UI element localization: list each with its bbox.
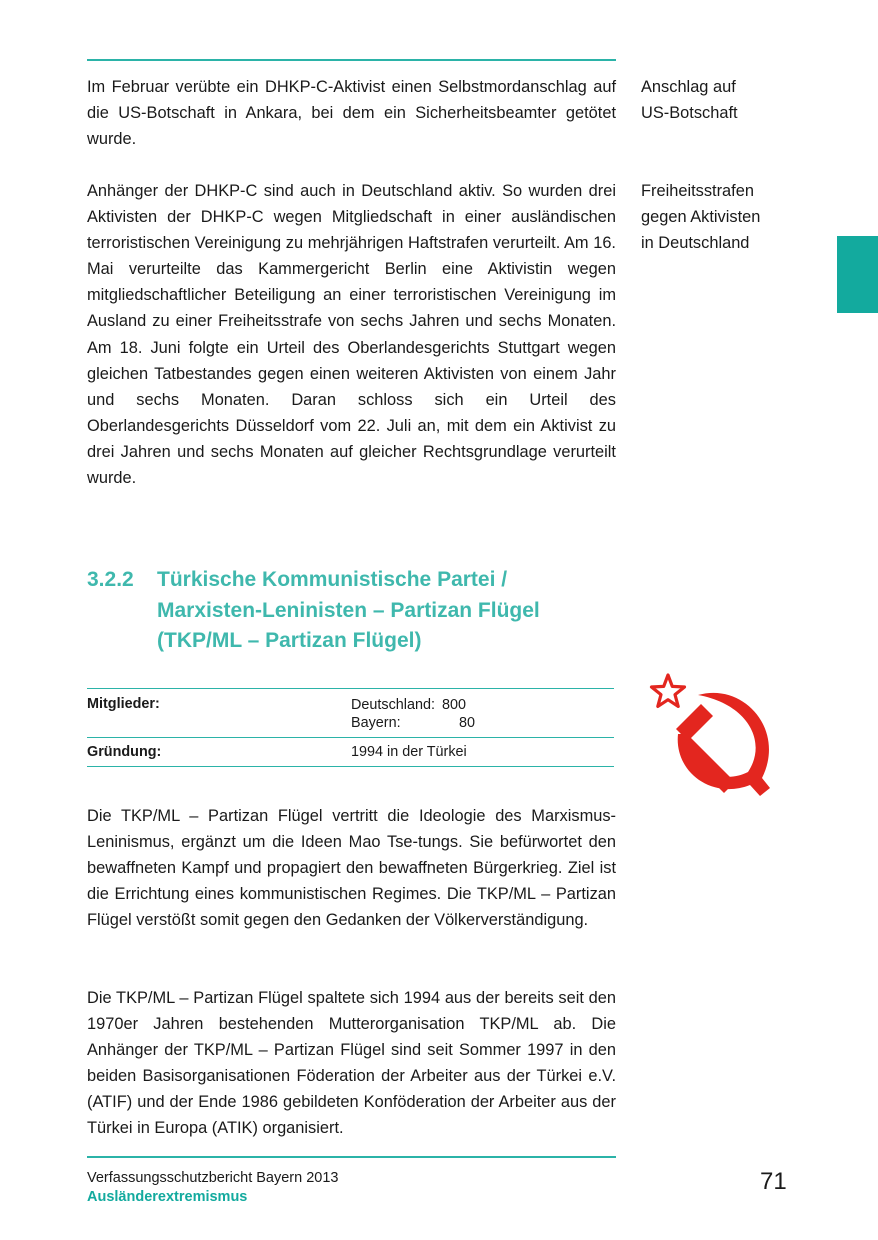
margin-note-sentences bbox=[641, 178, 791, 256]
footer-title: Verfassungsschutzbericht Bayern 2013 bbox=[87, 1170, 339, 1186]
members-bavaria-row bbox=[351, 714, 475, 732]
table-rule bbox=[87, 766, 614, 767]
section-title-line: Marxisten-Leninisten – Partizan Flügel bbox=[157, 598, 540, 622]
paragraph-suicide-attack: Im Februar verübte ein DHKP-C-Aktivist einen Selbstmordanschlag auf die US-Botschaft in Ankara, bei dem ein Sicherheitsbeamter getötet wurde. bbox=[87, 78, 616, 149]
margin-note-line: gegen Aktivisten bbox=[641, 208, 761, 227]
members-germany-row bbox=[351, 696, 475, 714]
page-number: 71 bbox=[760, 1168, 787, 1195]
section-number: 3.2.2 bbox=[87, 568, 134, 591]
margin-note-line: Freiheitsstrafen bbox=[641, 182, 754, 200]
margin-note-line: Anschlag auf bbox=[641, 78, 736, 96]
paragraph-ideology: Die TKP/ML – Partizan Flügel vertritt die Ideologie des Marxismus-Leninismus, ergänzt um die Ideen Mao Tse-tungs. Sie befürwortet den bewaffneten Kampf und propagiert den bewaffneten Bürgerkrieg. Ziel ist die Errichtung eines kommunistischen Regimes. Die TKP/ML – Partizan Flügel verstößt somit gegen den Gedanken der Völkerverständigung. bbox=[87, 807, 616, 930]
top-rule bbox=[87, 59, 616, 61]
footer-subtitle: Ausländerextremismus bbox=[87, 1189, 248, 1205]
margin-note-line: US-Botschaft bbox=[641, 104, 738, 123]
info-table bbox=[87, 688, 614, 767]
section-title bbox=[157, 565, 617, 657]
table-row-founding bbox=[87, 738, 614, 766]
members-values bbox=[351, 696, 475, 732]
members-germany-value: 800 bbox=[441, 697, 466, 713]
paragraph-prison-sentences: Anhänger der DHKP-C sind auch in Deutschland aktiv. So wurden drei Aktivisten der DHKP-C wegen Mitgliedschaft in einer ausländischen terroristischen Vereinigung zu mehrjährigen Haftstrafen verurteilt. Am 16. Mai verurteilte das Kammergericht Berlin eine Aktivistin wegen mitgliedschaftlicher Beteiligung an einer terroristischen Vereinigung im Ausland zu einer Freiheitsstrafe von sechs Jahren und sechs Monaten. Am 18. Juni folgte ein Urteil des Oberlandesgerichts Stuttgart wegen gleichen Tatbestandes gegen einen weiteren Aktivisten von einem Jahr und sechs Monaten. Daran schloss sich ein Urteil des Oberlandesgerichts Düsseldorf vom 22. Juli an, mit dem ein Aktivist zu drei Jahren und sechs Monaten auf gleicher Rechtsgrundlage verurteilt wurde. bbox=[87, 182, 616, 488]
chapter-tab-marker bbox=[837, 236, 878, 313]
members-bavaria-label: Bayern: bbox=[351, 715, 401, 731]
section-title-line: (TKP/ML – Partizan Flügel) bbox=[157, 629, 422, 652]
section-title-line: Türkische Kommunistische Partei / bbox=[157, 568, 508, 591]
footer-rule bbox=[87, 1156, 616, 1158]
members-bavaria-value: 80 bbox=[458, 715, 475, 731]
margin-note-line: in Deutschland bbox=[641, 234, 750, 253]
members-germany-label: Deutschland: bbox=[351, 697, 435, 713]
founding-value: 1994 in der Türkei bbox=[351, 744, 467, 760]
members-label: Mitglieder: bbox=[87, 696, 160, 712]
paragraph-history: Die TKP/ML – Partizan Flügel spaltete sich 1994 aus der bereits seit den 1970er Jahren bestehenden Mutterorganisation TKP/ML ab. Die Anhänger der TKP/ML – Partizan Flügel sind seit Sommer 1997 in den beiden Basisorganisationen Föderation der Arbeiter aus der Türkei e.V. (ATIF) und der Ende 1986 gebildeten Konföderation der Arbeiter aus der Türkei in Europa (ATIK) organisiert. bbox=[87, 989, 616, 1138]
table-row-members bbox=[87, 689, 614, 737]
margin-note-attack bbox=[641, 74, 791, 126]
founding-label: Gründung: bbox=[87, 744, 162, 760]
hammer-sickle-star-icon bbox=[636, 668, 780, 804]
